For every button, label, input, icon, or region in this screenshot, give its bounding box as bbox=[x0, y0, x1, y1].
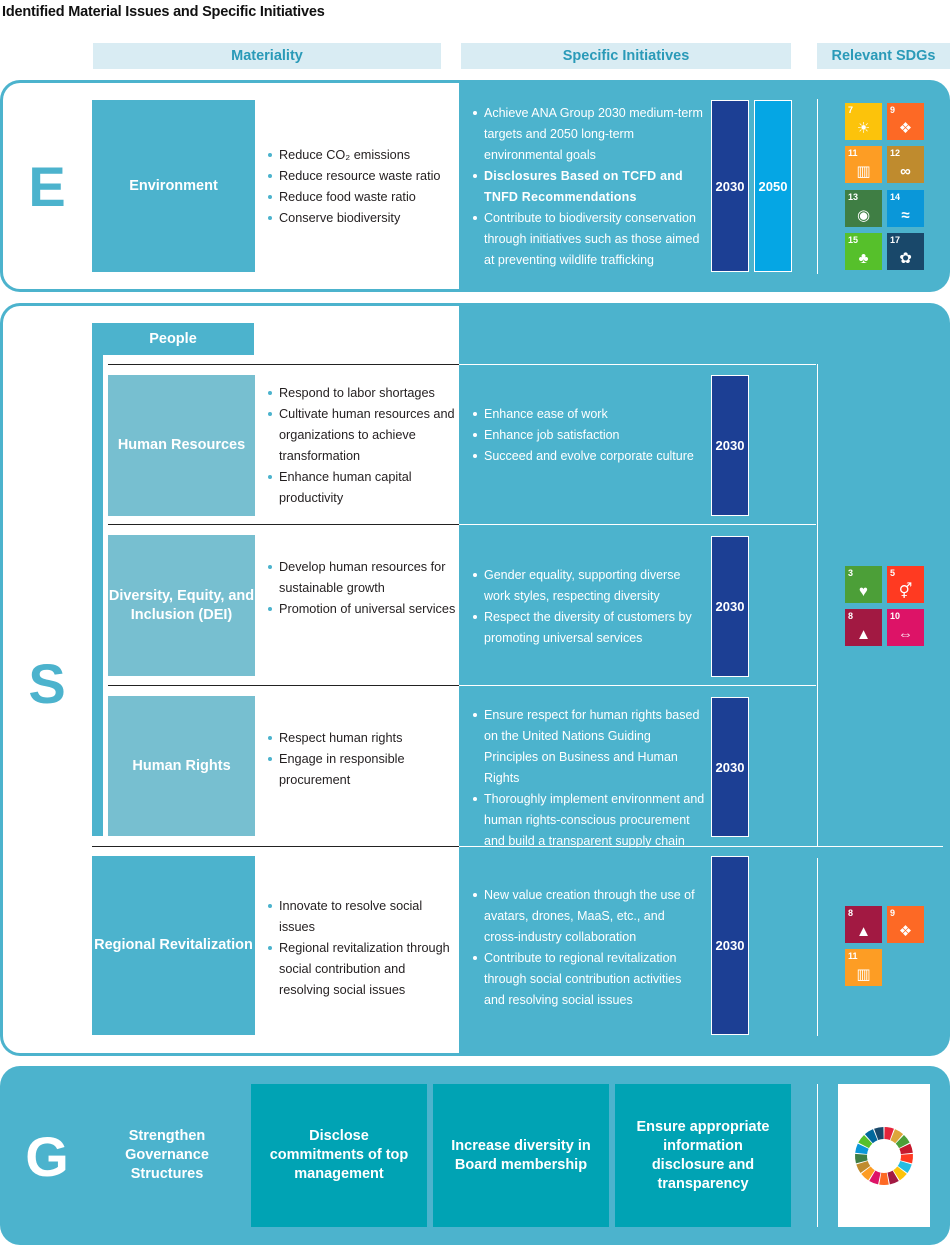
regional-materiality: Regional Revitalization bbox=[92, 856, 255, 1035]
human-rights-materiality: Human Rights bbox=[108, 696, 255, 836]
sdg-wheel-icon bbox=[853, 1125, 915, 1187]
issue-item: Innovate to resolve social issues bbox=[267, 896, 457, 938]
header-initiatives: Specific Initiatives bbox=[461, 43, 791, 69]
issue-item: Reduce food waste ratio bbox=[267, 187, 457, 208]
issue-item: Regional revitalization through social contribution and resolving social issues bbox=[267, 938, 457, 1001]
initiative-item: Contribute to regional revitalization through social contribution activities and resolving social issues bbox=[472, 948, 697, 1011]
sdg-7-icon: 7 ☀ bbox=[845, 103, 882, 140]
sdg-17-icon: 17 ✿ bbox=[887, 233, 924, 270]
sdg-wheel-card bbox=[838, 1084, 930, 1227]
sdg-divider bbox=[817, 364, 818, 846]
environment-initiatives bbox=[472, 103, 704, 271]
initiative-item: Respect the diversity of customers by promoting universal services bbox=[472, 607, 697, 649]
issue-item: Reduce resource waste ratio bbox=[267, 166, 457, 187]
dei-issues bbox=[267, 557, 457, 620]
governance-item: Ensure appropriate information disclosure and transparency bbox=[615, 1084, 791, 1227]
row-divider bbox=[92, 846, 459, 847]
row-divider bbox=[108, 364, 459, 365]
year-2030-badge: 2030 bbox=[711, 375, 749, 516]
issue-item: Enhance human capital productivity bbox=[267, 467, 457, 509]
sdg-divider bbox=[817, 99, 818, 274]
issue-item: Cultivate human resources and organizations to achieve transformation bbox=[267, 404, 457, 467]
sdg-9-icon: 9 ❖ bbox=[887, 906, 924, 943]
governance-item: Strengthen Governance Structures bbox=[125, 1128, 209, 1182]
year-2050-badge: 2050 bbox=[754, 100, 792, 272]
environment-materiality: Environment bbox=[92, 100, 255, 272]
sdg-11-icon: 11 ▥ bbox=[845, 949, 882, 986]
header-sdgs: Relevant SDGs bbox=[817, 43, 950, 69]
row-divider bbox=[459, 524, 816, 525]
sdg-8-icon: 8 ▲ bbox=[845, 906, 882, 943]
regional-issues bbox=[267, 896, 457, 1001]
year-2030-badge: 2030 bbox=[711, 100, 749, 272]
issue-item: Engage in responsible procurement bbox=[267, 749, 457, 791]
initiative-item: Disclosures Based on TCFD and TNFD Recommendations bbox=[472, 166, 704, 208]
dei-initiatives bbox=[472, 565, 697, 649]
initiative-item: Succeed and evolve corporate culture bbox=[472, 446, 697, 467]
human-rights-initiatives bbox=[472, 705, 707, 852]
initiative-item: Ensure respect for human rights based on the United Nations Guiding Principles on Business and Human Rights bbox=[472, 705, 707, 789]
sdg-15-icon: 15 ♣ bbox=[845, 233, 882, 270]
row-divider bbox=[108, 685, 459, 686]
initiative-item: Thoroughly implement environment and human rights-conscious procurement and build a transparent supply chain bbox=[472, 789, 707, 852]
issue-item: Reduce CO₂ emissions bbox=[267, 145, 457, 166]
row-divider bbox=[459, 364, 816, 365]
row-divider bbox=[459, 685, 816, 686]
sdg-divider bbox=[817, 858, 818, 1036]
governance-item: Disclose commitments of top management bbox=[251, 1084, 427, 1227]
social-letter: S bbox=[28, 651, 66, 715]
issue-item: Promotion of universal services bbox=[267, 599, 457, 620]
human-resources-issues bbox=[267, 383, 457, 509]
initiative-item: Enhance ease of work bbox=[472, 404, 697, 425]
issue-item: Respect human rights bbox=[267, 728, 457, 749]
initiative-item: Enhance job satisfaction bbox=[472, 425, 697, 446]
sdg-12-icon: 12 ∞ bbox=[887, 146, 924, 183]
human-resources-initiatives bbox=[472, 404, 697, 467]
human-resources-materiality: Human Resources bbox=[108, 375, 255, 516]
environment-letter: E bbox=[28, 154, 66, 218]
issue-item: Conserve biodiversity bbox=[267, 208, 457, 229]
row-divider bbox=[108, 524, 459, 525]
sdg-14-icon: 14 ≈ bbox=[887, 190, 924, 227]
year-2030-badge: 2030 bbox=[711, 697, 749, 837]
initiative-item: Achieve ANA Group 2030 medium-term targets and 2050 long-term environmental goals bbox=[472, 103, 704, 166]
sdg-10-icon: 10 ⇔ bbox=[887, 609, 924, 646]
year-2030-badge: 2030 bbox=[711, 536, 749, 677]
regional-initiatives bbox=[472, 885, 697, 1011]
sdg-11-icon: 11 ▥ bbox=[845, 146, 882, 183]
issue-item: Develop human resources for sustainable growth bbox=[267, 557, 457, 599]
initiative-item: Contribute to biodiversity conservation through initiatives such as those aimed at preventing wildlife trafficking bbox=[472, 208, 704, 271]
sdg-13-icon: 13 ◉ bbox=[845, 190, 882, 227]
people-bracket bbox=[92, 323, 103, 836]
initiative-item: Gender equality, supporting diverse work styles, respecting diversity bbox=[472, 565, 697, 607]
sdg-9-icon: 9 ❖ bbox=[887, 103, 924, 140]
year-2030-badge: 2030 bbox=[711, 856, 749, 1035]
sdg-5-icon: 5 ⚥ bbox=[887, 566, 924, 603]
sdg-wheel-segment bbox=[879, 1172, 889, 1184]
issue-item: Respond to labor shortages bbox=[267, 383, 457, 404]
sdg-3-icon: 3 ♥ bbox=[845, 566, 882, 603]
sdg-8-icon: 8 ▲ bbox=[845, 609, 882, 646]
initiative-item: New value creation through the use of avatars, drones, MaaS, etc., and cross-industry collaboration bbox=[472, 885, 697, 948]
dei-materiality: Diversity, Equity, and Inclusion (DEI) bbox=[108, 535, 255, 676]
sdg-divider bbox=[817, 1084, 818, 1227]
governance-letter: G bbox=[25, 1124, 69, 1188]
environment-issues bbox=[267, 145, 457, 229]
governance-item: Increase diversity in Board membership bbox=[433, 1084, 609, 1227]
people-label: People bbox=[92, 323, 254, 355]
human-rights-issues bbox=[267, 728, 457, 791]
header-materiality: Materiality bbox=[93, 43, 441, 69]
page-title: Identified Material Issues and Specific Initiatives bbox=[2, 4, 325, 20]
